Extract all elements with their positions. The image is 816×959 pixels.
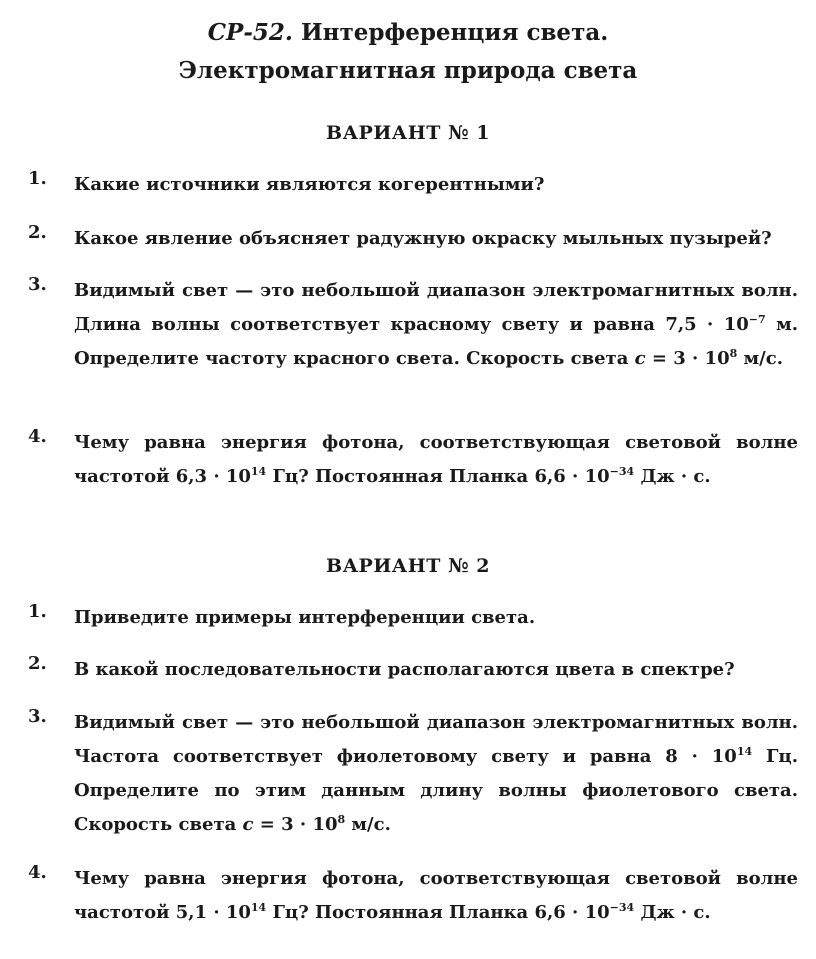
variant-1-heading: ВАРИАНТ № 1 bbox=[326, 122, 490, 144]
question-number: 2. bbox=[28, 222, 47, 243]
question-item bbox=[28, 706, 798, 842]
question-text: Приведите примеры интерференции света. bbox=[74, 607, 536, 628]
question-number: 3. bbox=[28, 706, 47, 727]
worksheet-title-text: Интерференция света. bbox=[300, 19, 609, 46]
question-number: 2. bbox=[28, 653, 47, 674]
question-item bbox=[28, 168, 798, 202]
question-text: Видимый свет — это небольшой диапазон электромагнитных волн. Частота соответствует фиолетовому свету и равна $8 \cdot 10^{14}$ Гц. Определите по этим данным длину волны фиолетового света. Скорость света $c = 3 \cdot 10^8$ м/с. bbox=[74, 712, 798, 835]
question-item bbox=[28, 274, 798, 376]
question-text: Чему равна энергия фотона, соответствующая световой волне частотой $6,3 \cdot 10^{14}$ Гц? Постоянная Планка $6,6 \cdot 10^{-34}$ Дж · с. bbox=[74, 432, 798, 487]
question-number: 4. bbox=[28, 862, 47, 883]
question-item bbox=[28, 426, 798, 494]
question-item bbox=[28, 222, 798, 256]
worksheet-code: СР-52. bbox=[207, 19, 293, 46]
question-item bbox=[28, 862, 798, 930]
variant-2-heading: ВАРИАНТ № 2 bbox=[326, 555, 490, 577]
question-text: В какой последовательности располагаются цвета в спектре? bbox=[74, 659, 735, 680]
question-text: Какие источники являются когерентными? bbox=[74, 174, 545, 195]
question-number: 4. bbox=[28, 426, 47, 447]
question-number: 3. bbox=[28, 274, 47, 295]
question-item bbox=[28, 653, 798, 687]
question-text: Чему равна энергия фотона, соответствующая световой волне частотой $5,1 \cdot 10^{14}$ Гц? Постоянная Планка $6,6 \cdot 10^{-34}$ Дж · с. bbox=[74, 868, 798, 923]
question-number: 1. bbox=[28, 601, 47, 622]
question-number: 1. bbox=[28, 168, 47, 189]
question-item bbox=[28, 601, 798, 635]
question-text: Видимый свет — это небольшой диапазон электромагнитных волн. Длина волны соответствует красному свету и равна $7,5 \cdot 10^{-7}$ м. Определите частоту красного света. Скорость света $c = 3 \cdot 10^8$ м/с. bbox=[74, 280, 798, 369]
question-text: Какое явление объясняет радужную окраску мыльных пузырей? bbox=[74, 228, 772, 249]
worksheet-subtitle: Электромагнитная природа света bbox=[178, 57, 638, 84]
worksheet-title bbox=[0, 18, 816, 48]
